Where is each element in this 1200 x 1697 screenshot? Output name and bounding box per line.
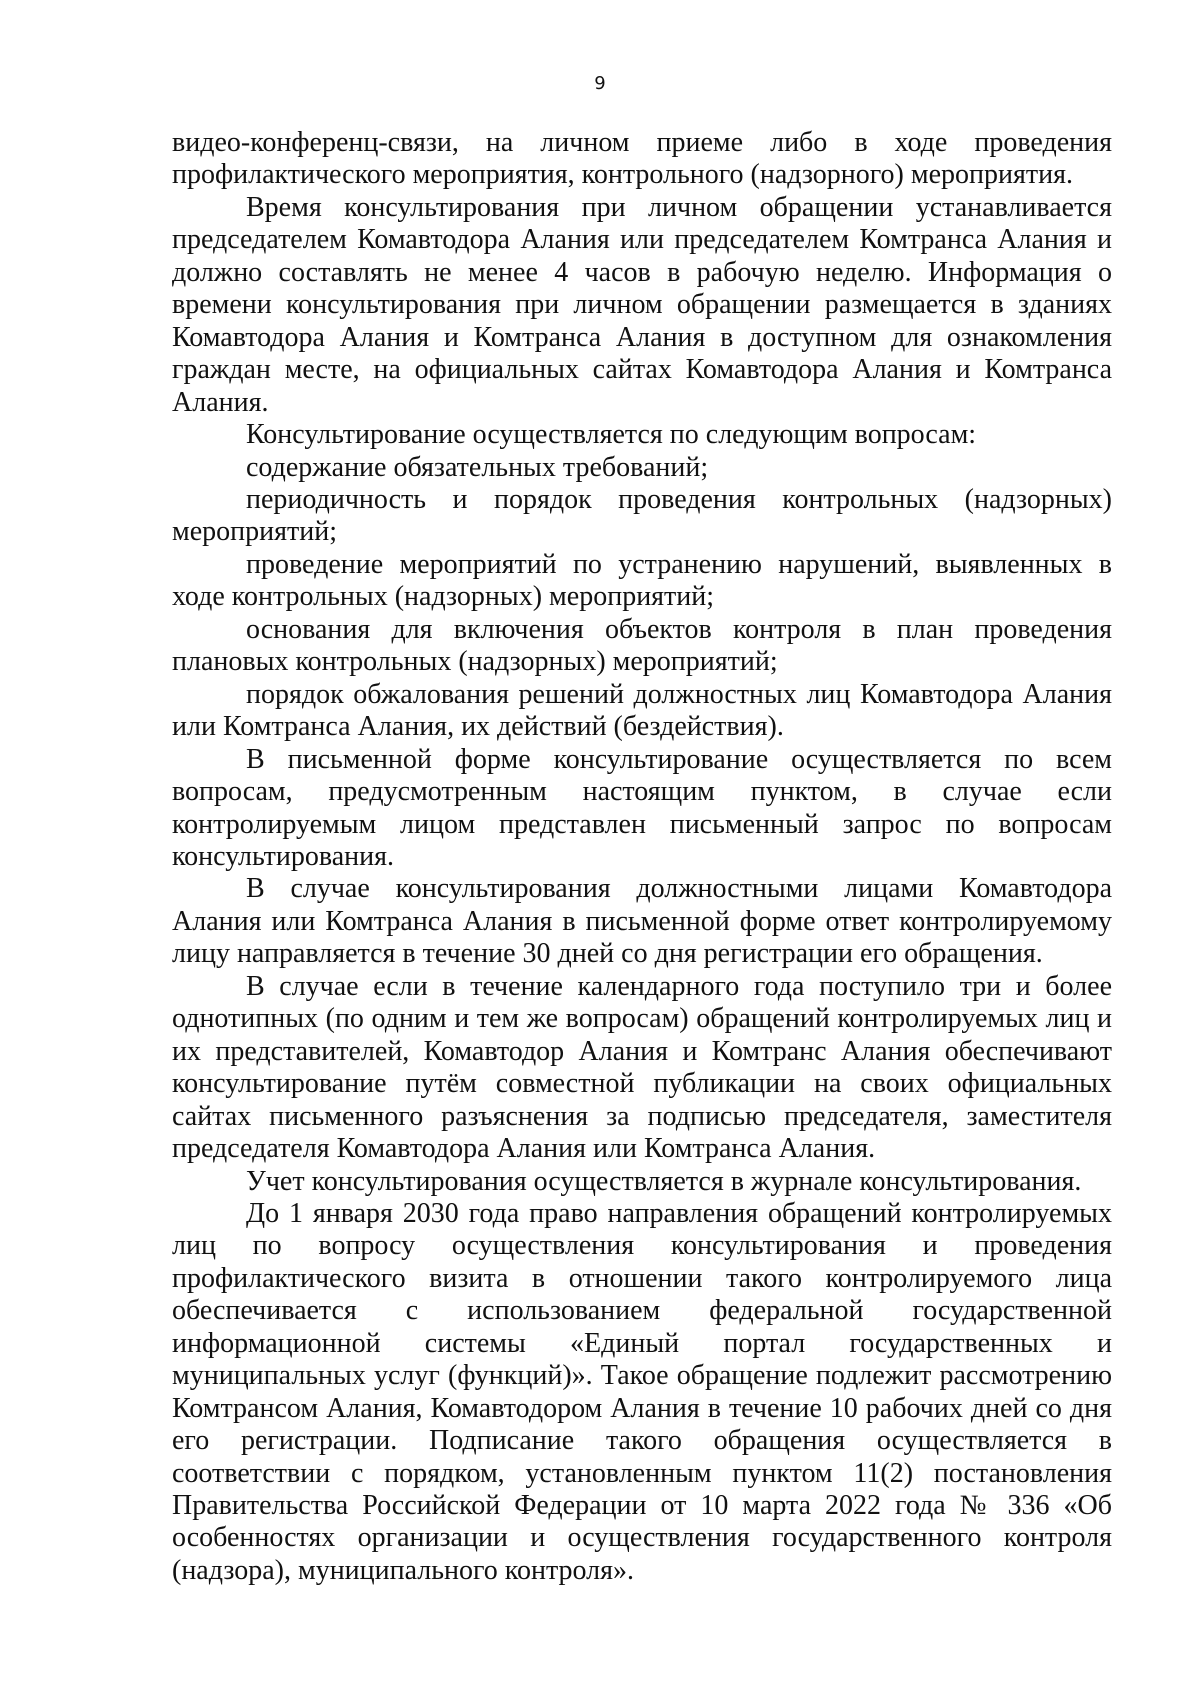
paragraph-federal-portal: До 1 января 2030 года право направления обращений контролируемых лиц по вопросу осуществления консультирования и проведения профилактического визита в отношении такого контролируемого лица обеспечивается с использованием федеральной государственной информационной системы «Единый портал государственных и муниципальных услуг (функций)». Такое обращение подлежит рассмотрению Комтрансом Алания, Комавтодором Алания в течение 10 рабочих дней со дня его регистрации. Подписание такого обращения осуществляется в соответствии с порядком, установленным пунктом 11(2) постановления Правительства Российской Федерации от 10 марта 2022 года № 336 «Об особенностях организации и осуществления государственного контроля (надзора), муниципального контроля». xyxy=(172,1197,1112,1586)
page-number: 9 xyxy=(594,73,606,94)
list-item-violation-elimination: проведение мероприятий по устранению нарушений, выявленных в ходе контрольных (надзорных) мероприятий; xyxy=(172,548,1112,613)
paragraph-consultation-log: Учет консультирования осуществляется в журнале консультирования. xyxy=(246,1165,1082,1197)
paragraph-continuation: видео-конференц-связи, на личном приеме либо в ходе проведения профилактического мероприятия, контрольного (надзорного) мероприятия. xyxy=(172,127,1112,191)
paragraph-repeated-requests: В случае если в течение календарного года поступило три и более однотипных (по одним и тем же вопросам) обращений контролируемых лиц и их представителей, Комавтодор Алания и Комтранс Алания обеспечивают консультирование путём совместной публикации на своих официальных сайтах письменного разъяснения за подписью председателя, заместителя председателя Комавтодора Алания или Комтранса Алания. xyxy=(172,970,1112,1165)
paragraph-written-response: В случае консультирования должностными лицами Комавтодора Алания или Комтранса Алания в письменной форме ответ контролируемому лицу направляется в течение 30 дней со дня регистрации его обращения. xyxy=(172,873,1112,970)
list-item-periodicity: периодичность и порядок проведения контрольных (надзорных) мероприятий; xyxy=(172,483,1112,548)
paragraph-consultation-time: Время консультирования при личном обращении устанавливается председателем Комавтодора Алания или председателем Комтранса Алания и должно составлять не менее 4 часов в рабочую неделю. Информация о времени консультирования при личном обращении размещается в зданиях Комавтодора Алания и Комтранса Алания в доступном для ознакомления граждан месте, на официальных сайтах Комавтодора Алания и Комтранса Алания. xyxy=(172,191,1112,418)
list-item-mandatory-requirements: содержание обязательных требований; xyxy=(246,451,709,483)
paragraph-written-form: В письменной форме консультирование осуществляется по всем вопросам, предусмотренным настоящим пунктом, в случае если контролируемым лицом представлен письменный запрос по вопросам консультирования. xyxy=(172,743,1112,872)
document-body xyxy=(172,127,1112,1587)
paragraph-consultation-topics-intro: Консультирование осуществляется по следующим вопросам: xyxy=(246,419,977,451)
list-item-appeal-procedure: порядок обжалования решений должностных лиц Комавтодора Алания или Комтранса Алания, их действий (бездействия). xyxy=(172,678,1112,743)
list-item-inclusion-grounds: основания для включения объектов контроля в план проведения плановых контрольных (надзорных) мероприятий; xyxy=(172,613,1112,678)
